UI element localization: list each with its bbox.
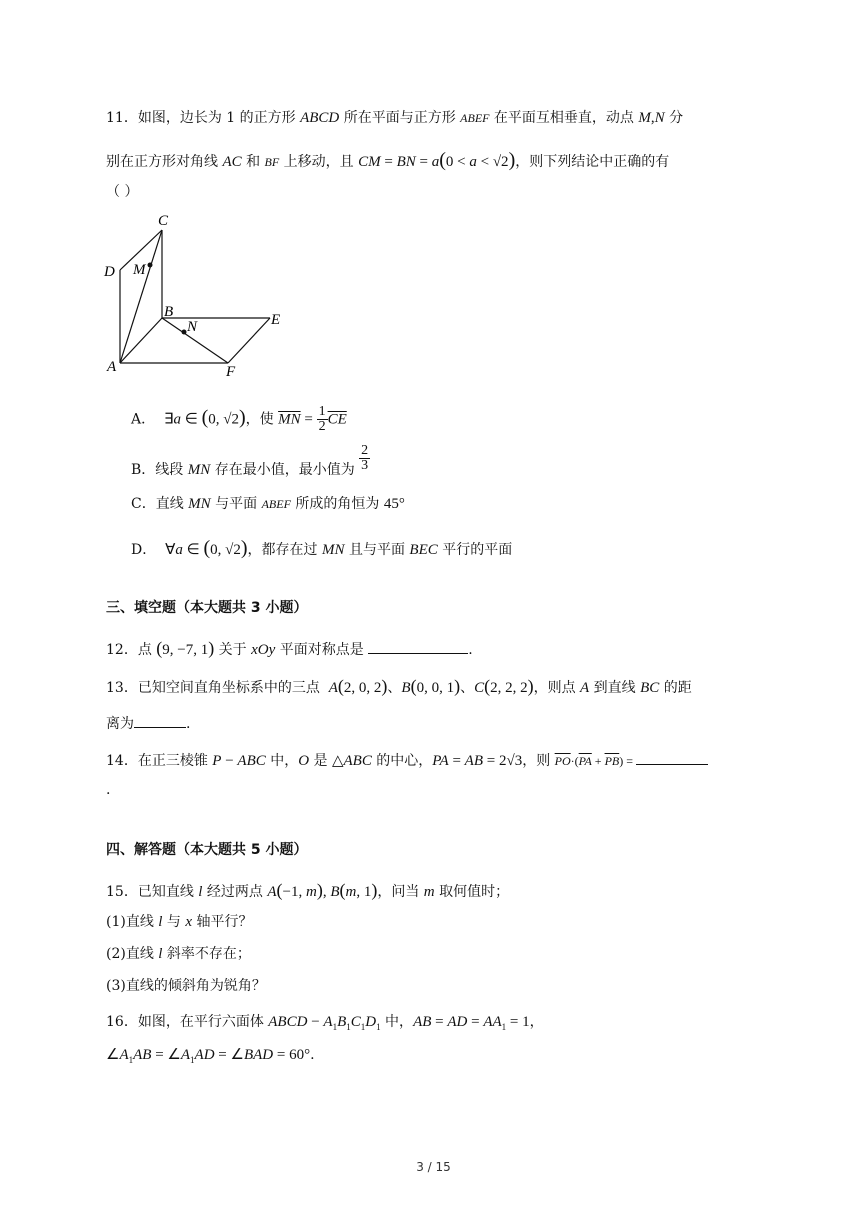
q11-option-b: B．线段 MN 存在最小值，最小值为 $\frac{2}{3}$ — [131, 443, 369, 478]
q11-option-a: A． ∃a ∈ (0, √2)，使 $\overline{MN}$ = $\frac{1}{2}$ $\overline{CE}$ — [131, 404, 347, 434]
label-c: C — [158, 213, 169, 229]
q11-option-d: D． ∀a ∈ (0, √2)，都存在过 MN 且与平面 BEC 平行的平面 — [131, 537, 513, 559]
page-number: 3 / 15 — [416, 1160, 451, 1174]
label-m: M — [133, 262, 146, 278]
label-e: E — [271, 312, 281, 328]
q11-paren: （ ） — [106, 184, 139, 200]
label-f: F — [226, 364, 236, 380]
q11-figure — [100, 208, 300, 383]
q11-line1: 11．如图，边长为 1 的正方形 ABCD 所在平面与正方形 ABEF 在平面互相垂直，动点 M,N 分 — [106, 110, 684, 126]
point-m-dot — [148, 263, 153, 268]
q13-line1: 13．已知空间直角坐标系中的三点 A(2, 0, 2)、B(0, 0, 1)、C(2, 2, 2)，则点 A 到直线 BC 的距 — [106, 676, 692, 696]
q14: 14．在正三棱锥 P − ABC 中，O 是 △ABC 的中心，PA = AB = 2√3，则 $\overline{PO}\cdot(\overline{PA} + \overline{PB})$ = — [106, 750, 708, 771]
label-b: B — [164, 304, 174, 320]
q12: 12．点 (9, −7, 1) 关于 xOy 平面对称点是 . — [106, 638, 473, 658]
point-n-dot — [182, 330, 187, 335]
section-4-title: 四、解答题（本大题共 5 小题） — [106, 842, 308, 858]
section-3-title: 三、填空题（本大题共 3 小题） — [106, 600, 308, 616]
q16-line2: $\angle A_1AB$ = $\angle A_1AD$ = ∠BAD = 60°. — [106, 1047, 315, 1065]
q14-trailing-dot: . — [106, 782, 111, 798]
q16-line1: 16．如图，在平行六面体 ABCD − $A_1B_1C_1D_1$ 中，AB = AD = $AA_1 = 1$， — [106, 1014, 544, 1032]
q15-part3: (3)直线的倾斜角为锐角？ — [106, 978, 266, 994]
label-n: N — [187, 319, 198, 335]
q13-line2: 离为 . — [106, 713, 190, 734]
q11-line2: 别在正方形对角线 AC 和 BF 上移动，且 CM = BN = a(0 < a < √2)，则下列结论中正确的有 — [106, 149, 670, 171]
label-d: D — [104, 264, 115, 280]
q11-option-c: C．直线 MN 与平面 ABEF 所成的角恒为 45° — [131, 496, 405, 512]
q15-part2: (2)直线 l 斜率不存在； — [106, 946, 251, 962]
q15-part1: (1)直线 l 与 x 轴平行？ — [106, 914, 253, 930]
label-a: A — [107, 359, 117, 375]
q15-stem: 15．已知直线 l 经过两点 A(−1, m), B(m, 1)，问当 m 取何值时； — [106, 880, 510, 900]
